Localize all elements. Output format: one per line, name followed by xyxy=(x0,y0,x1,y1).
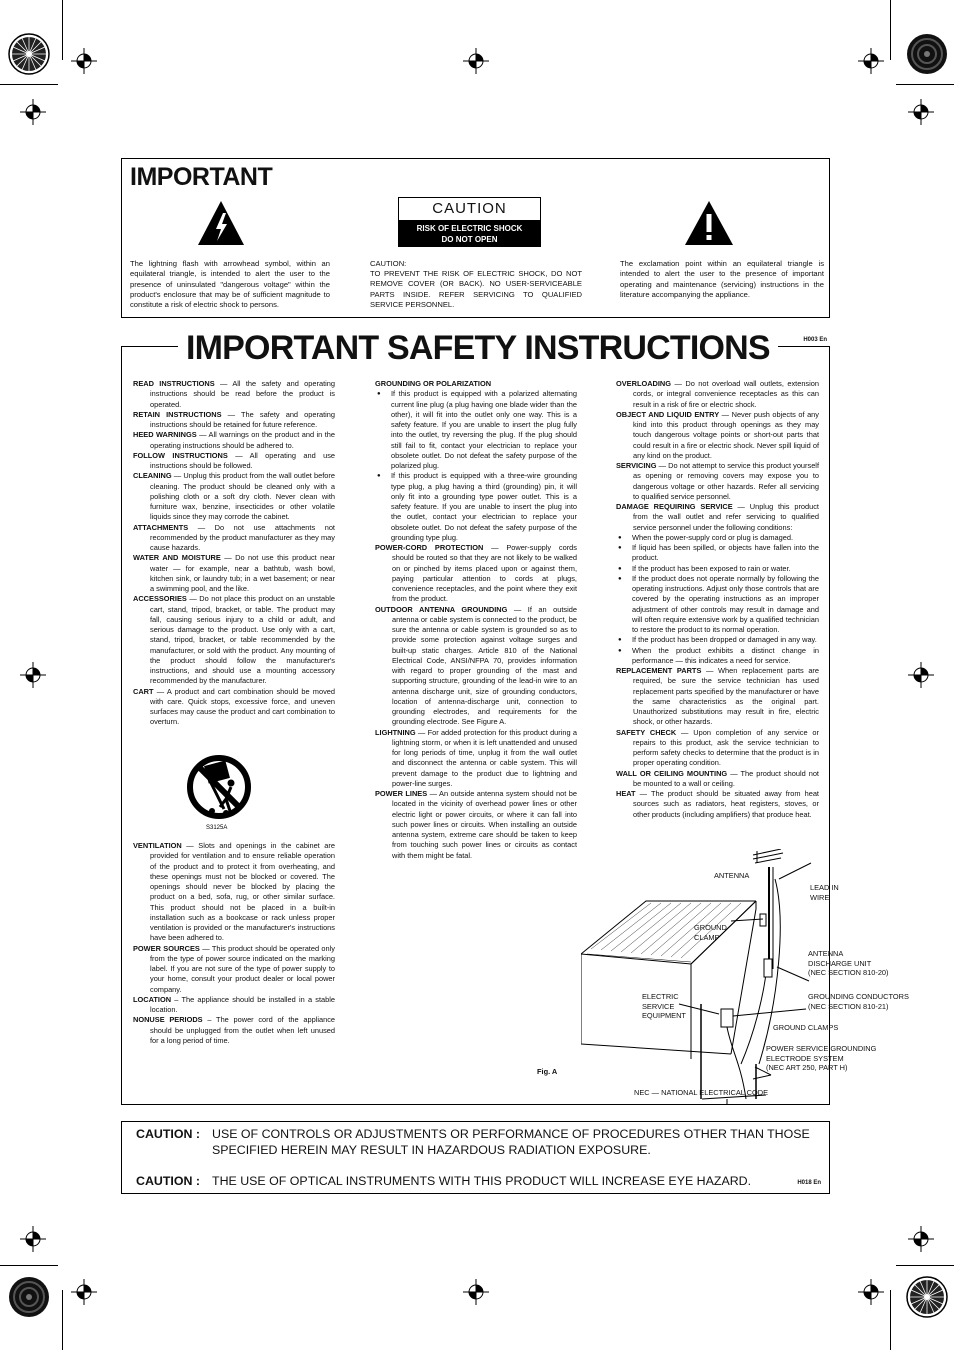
instruction-text: — Do not overload wall outlets, extension cords, or integral convenience receptacles as this can result in a risk of fire or electric shock. xyxy=(633,379,819,409)
instruction-text: — For added protection for this product during a lightning storm, or when it is left unattended and unused for long periods of time, unplug it from the wall outlet and disconnect the antenna or cable system. This will prevent damage to the product due to lightning and power-line surges. xyxy=(392,727,577,788)
instruction-heading: WATER AND MOISTURE xyxy=(133,553,221,563)
instruction-item xyxy=(375,605,577,728)
crop-line xyxy=(890,0,891,60)
instruction-text: — Do not use attachments not recommended by the product manufacturer as they may cause hazards. xyxy=(150,522,335,552)
column-3-items-a xyxy=(616,379,819,533)
registration-starburst xyxy=(906,33,948,75)
instruction-text: — A product and cart combination should be moved with care. Quick stops, excessive force, and uneven surfaces may cause the product and cart combination to overturn. xyxy=(150,686,335,727)
instruction-text: — The safety and operating instructions should be retained for future reference. xyxy=(150,409,335,429)
instruction-item xyxy=(375,543,577,605)
instruction-item xyxy=(375,789,577,861)
instruction-text: — The product should be situated away from heat sources such as radiators, heat registers, stoves, or other products (including amplifiers) that produce heat. xyxy=(633,789,819,819)
instruction-text: — All warnings on the product and in the operating instructions should be adhered to. xyxy=(150,430,335,450)
instruction-heading: VENTILATION xyxy=(133,841,182,850)
caution-label-2: CAUTION : xyxy=(136,1174,201,1188)
instruction-text: — Unplug this product from the wall outlet before cleaning. The product should be cleaned only with a polishing cloth or a soft dry cloth. Never clean with furniture wax, benzine, insecticides or other volatile liquids since they may corrode the cabinet. xyxy=(150,471,335,522)
instruction-text: — When replacement parts are required, be sure the service technician has used replacement parts specified by the manufacturer or have the same characteristics as the original part. Unauthorized substitutions may result in fire, electric shock, or other hazards. xyxy=(633,666,820,727)
crop-line xyxy=(896,1265,954,1266)
instruction-text: – The appliance should be installed in a stable location. xyxy=(150,994,335,1014)
instruction-item xyxy=(133,451,335,472)
cart-icon-code: S3125A xyxy=(206,825,228,831)
important-box xyxy=(121,158,830,318)
crosshair-mark xyxy=(858,1279,884,1305)
instruction-item xyxy=(133,471,335,522)
instruction-item xyxy=(133,379,335,410)
lightning-warning-text: The lightning flash with arrowhead symbol, within an equilateral triangle, is intended to alert the user to the presence of uninsulated "dangerous voltage" within the product's enclosure that may be of sufficient magnitude to constitute a risk of electric shock to persons. xyxy=(130,259,330,310)
instruction-heading: FOLLOW INSTRUCTIONS xyxy=(133,450,228,460)
label-grounding-conductors: GROUNDING CONDUCTORS (NEC SECTION 810-21) xyxy=(808,992,909,1011)
caution-badge-line1: RISK OF ELECTRIC SHOCK xyxy=(416,224,523,233)
crosshair-mark xyxy=(71,1279,97,1305)
exclamation-warning-text: The exclamation point within an equilateral triangle is intended to alert the user to the presence of important operating and maintenance (servicing) instructions in the literature accompanying the appliance. xyxy=(620,259,824,299)
caution-label-1: CAUTION : xyxy=(136,1127,201,1141)
crosshair-mark xyxy=(908,99,934,125)
instruction-text: — Upon completion of any service or repairs to this product, ask the service technician to perform safety checks to determine that the product is in proper operating condition. xyxy=(633,727,819,768)
instruction-heading: SAFETY CHECK xyxy=(616,727,677,737)
instruction-item xyxy=(133,1015,335,1046)
instruction-heading: REPLACEMENT PARTS xyxy=(616,666,702,675)
caution-badge-warning xyxy=(399,221,540,247)
column-2-items xyxy=(375,543,577,861)
label-electric-service: ELECTRIC SERVICE EQUIPMENT xyxy=(642,992,686,1020)
bullet-item: ● If the product does not operate normally by following the operating instructions. Adjust only those controls that are covered by the operating instructions as an improper adjustment of other controls may result in damage and will often require extensive work by a qualified technician to restore the product to its normal operation. xyxy=(616,574,819,636)
instruction-item xyxy=(133,944,335,995)
instruction-item xyxy=(133,553,335,594)
caution-heading: CAUTION: xyxy=(370,259,407,268)
caution-badge-line2: DO NOT OPEN xyxy=(441,235,498,244)
safety-title-wrap xyxy=(178,329,778,368)
instruction-heading: POWER-CORD PROTECTION xyxy=(375,543,484,552)
instruction-item xyxy=(616,728,819,769)
crop-line xyxy=(62,1290,63,1350)
label-power-service: POWER SERVICE GROUNDING ELECTRODE SYSTEM (NEC ART 250, PART H) xyxy=(766,1044,877,1072)
instruction-text: – The power cord of the appliance should be unplugged from the outlet when left unused for a long period of time. xyxy=(150,1015,335,1045)
instruction-item xyxy=(616,410,819,461)
instruction-text: — This product should be operated only from the type of power source indicated on the marking label. If you are not sure of the type of power supply to your home, consult your product dealer or local power company. xyxy=(150,943,335,994)
instruction-heading: LIGHTNING xyxy=(375,727,416,737)
instruction-heading: POWER SOURCES xyxy=(133,943,200,953)
label-lead-in: LEAD IN WIRE xyxy=(810,883,839,902)
bullet-item: ● If this product is equipped with a three-wire grounding type plug, a plug having a third (grounding) pin, it will only fit into a grounding type power outlet. This is a safety feature. If you are unable to insert the plug into the outlet, contact your electrician to replace your obsolete outlet. Do not defeat the safety purpose of the grounding type plug. xyxy=(375,471,577,543)
column-2 xyxy=(375,379,577,861)
column-3 xyxy=(616,379,819,820)
crop-line xyxy=(0,1265,58,1266)
instruction-item xyxy=(375,728,577,790)
caution-text: TO PREVENT THE RISK OF ELECTRIC SHOCK, DO NOT REMOVE COVER (OR BACK). NO USER-SERVICEABLE PARTS INSIDE. REFER SERVICING TO QUALIFIED SERVICE PERSONNEL. xyxy=(370,269,582,309)
bullet-item: ● If this product is equipped with a polarized alternating current line plug (a plug having one blade wider than the other), it will fit into the outlet only one way. This is a safety feature. If you are unable to insert the plug fully into the outlet, try reversing the plug. If the plug should still fail to fit, contact your electrician to replace your obsolete outlet. Do not defeat the safety purpose of the polarized plug. xyxy=(375,389,577,471)
instruction-item xyxy=(133,430,335,451)
instruction-heading: NONUSE PERIODS xyxy=(133,1015,203,1025)
safety-title: IMPORTANT SAFETY INSTRUCTIONS xyxy=(186,329,770,367)
caution-badge xyxy=(398,197,541,247)
crop-line xyxy=(896,84,954,85)
caution-text-1: USE OF CONTROLS OR ADJUSTMENTS OR PERFORMANCE OF PROCEDURES OTHER THAN THOSE SPECIFIED HEREIN MAY RESULT IN HAZARDOUS RADIATION EXPOSURE. xyxy=(212,1127,810,1157)
instruction-text: — All operating and use instructions should be followed. xyxy=(150,450,335,470)
instruction-text: — If an outside antenna or cable system is connected to the product, be sure the antenna or cable system is grounded so as to provide some protection against voltage surges and built-up static charges. Article 810 of the National Electrical Code, ANSI/NFPA 70, provides information with regard to proper grounding of the mast and supporting structure, grounding of the lead-in wire to an antenna discharge unit, size of grounding conductors, location of antenna-discharge unit, connection to grounding electrodes, and requirements for the grounding electrode. See Figure A. xyxy=(392,604,577,727)
instruction-item xyxy=(133,523,335,554)
instruction-heading: WALL OR CEILING MOUNTING xyxy=(616,768,728,778)
instruction-heading: OBJECT AND LIQUID ENTRY xyxy=(616,409,720,419)
instruction-text: — Never push objects of any kind into this product through openings as they may touch dangerous voltage points or short-out parts that could result in a fire or electric shock. Never spill liquid of any kind on the product. xyxy=(633,409,819,460)
registration-starburst xyxy=(8,33,50,75)
grounding-heading: GROUNDING OR POLARIZATION xyxy=(375,379,492,388)
label-ground-clamps: GROUND CLAMPS xyxy=(773,1023,839,1032)
bullet-item: ● When the product exhibits a distinct change in performance — this indicates a need for service. xyxy=(616,646,819,667)
instruction-text: — Power-supply cords should be routed so that they are not likely to be walked on or pinched by items placed upon or against them, paying particular attention to cords at plugs, convenience receptacles, and the point where they exit from the product. xyxy=(392,543,577,604)
cart-warning-icon xyxy=(186,749,252,833)
nec-legend: NEC — NATIONAL ELECTRICAL CODE xyxy=(634,1088,769,1097)
crosshair-mark xyxy=(20,1226,46,1252)
instruction-item xyxy=(133,687,335,728)
instruction-heading: CLEANING xyxy=(133,471,172,481)
instruction-item xyxy=(616,502,819,533)
label-ground-clamp: GROUND CLAMP xyxy=(694,923,727,942)
instruction-text: — Slots and openings in the cabinet are provided for ventilation and to ensure reliable operation of the product and to protect it from overheating, and these openings must not be blocked or covered. The openings should never be blocked by placing the product on a bed, sofa, rug, or other similar surface. This product should not be placed in a built-in installation such as a bookcase or rack unless proper ventilation is provided or the manufacturer's instructions have been adhered to. xyxy=(150,841,335,943)
instruction-item xyxy=(616,461,819,502)
caution-text-2: THE USE OF OPTICAL INSTRUMENTS WITH THIS PRODUCT WILL INCREASE EYE HAZARD. xyxy=(212,1174,752,1188)
instruction-item xyxy=(133,841,335,944)
instruction-text: — Do not use this product near water — for example, near a bathtub, wash bowl, kitchen sink, or laundry tub; in a wet basement; or near a swimming pool, and the like. xyxy=(150,553,335,593)
instruction-text: — All the safety and operating instructions should be read before the product is operated. xyxy=(150,379,335,409)
instruction-item xyxy=(616,666,819,728)
crosshair-mark xyxy=(71,48,97,74)
crosshair-mark xyxy=(858,48,884,74)
label-discharge-unit: ANTENNA DISCHARGE UNIT (NEC SECTION 810-20) xyxy=(808,949,889,977)
crosshair-mark xyxy=(20,662,46,688)
instruction-heading: DAMAGE REQUIRING SERVICE xyxy=(616,502,733,511)
instruction-item xyxy=(616,769,819,790)
crop-line xyxy=(62,0,63,60)
crosshair-mark xyxy=(463,48,489,74)
important-title: IMPORTANT xyxy=(130,163,273,191)
lightning-warning-icon xyxy=(196,199,246,247)
bullet-item: ● If liquid has been spilled, or objects have fallen into the product. xyxy=(616,543,819,564)
instruction-heading: SERVICING xyxy=(616,461,657,470)
instruction-heading: ATTACHMENTS xyxy=(133,522,189,532)
instruction-heading: OUTDOOR ANTENNA GROUNDING xyxy=(375,604,508,614)
instruction-text: — Unplug this product from the wall outlet and refer servicing to qualified service personnel under the following conditions: xyxy=(633,502,819,532)
crosshair-mark xyxy=(463,1279,489,1305)
instruction-heading: READ INSTRUCTIONS xyxy=(133,379,215,388)
registration-starburst xyxy=(8,1276,50,1318)
instruction-heading: OVERLOADING xyxy=(616,379,672,388)
safety-instructions-box xyxy=(121,329,909,1105)
bullet-item: ● When the power-supply cord or plug is damaged. xyxy=(616,533,819,543)
crosshair-mark xyxy=(908,662,934,688)
instruction-item xyxy=(133,995,335,1016)
antenna-grounding-figure xyxy=(581,849,911,1104)
instruction-heading: LOCATION xyxy=(133,994,172,1004)
column-1-lower xyxy=(133,841,335,1046)
damage-bullets xyxy=(616,533,819,666)
instruction-item xyxy=(616,789,819,820)
instruction-heading: HEAT xyxy=(616,789,636,798)
registration-starburst xyxy=(906,1276,948,1318)
instruction-item xyxy=(133,410,335,431)
crop-line xyxy=(0,84,58,85)
instruction-text: — The product should not be mounted to a wall or ceiling. xyxy=(633,768,819,788)
instruction-text: — An outside antenna system should not be located in the vicinity of overhead power lines or other electric light or power circuits, or where it can fall into such power lines or circuits. When installing an outside antenna system, extreme care should be taken to keep from touching such power lines or circuits as contact with them might be fatal. xyxy=(392,789,577,860)
bullet-item: ● If the product has been dropped or damaged in any way. xyxy=(616,635,819,645)
grounding-bullets xyxy=(375,389,577,543)
instruction-text: — Do not place this product on an unstable cart, stand, tripod, bracket, or table. The product may fall, causing serious injury to a child or adult, and serious damage to the product. Use only with a cart, stand, tripod, bracket, or table recommended by the manufacturer, or sold with the product. Any mounting of the product should follow the manufacturer's instructions, and should use a mounting accessory recommended by the manufacturer. xyxy=(150,594,335,686)
crosshair-mark xyxy=(20,99,46,125)
column-3-items-b xyxy=(616,666,819,820)
caution-footer-code: H018 En xyxy=(797,1180,821,1186)
instruction-text: — Do not attempt to service this product yourself as opening or removing covers may expose you to dangerous voltage or other hazards. Refer all servicing to qualified service personnel. xyxy=(633,461,819,501)
crop-line xyxy=(890,1290,891,1350)
column-1 xyxy=(133,379,335,728)
crosshair-mark xyxy=(908,1226,934,1252)
instruction-heading: HEED WARNINGS xyxy=(133,430,197,440)
bullet-item: ● If the product has been exposed to rain or water. xyxy=(616,564,819,574)
label-antenna: ANTENNA xyxy=(714,871,750,880)
instruction-heading: ACCESSORIES xyxy=(133,594,187,604)
instruction-heading: POWER LINES xyxy=(375,789,428,798)
figure-caption: Fig. A xyxy=(537,1067,558,1076)
caution-footer-box xyxy=(121,1121,830,1194)
instruction-heading: RETAIN INSTRUCTIONS xyxy=(133,409,222,419)
instruction-item xyxy=(133,594,335,686)
safety-code: H003 En xyxy=(800,337,827,343)
instruction-item xyxy=(616,379,819,410)
caution-badge-label: CAUTION xyxy=(399,198,540,221)
instruction-heading: CART xyxy=(133,686,154,696)
exclamation-warning-icon xyxy=(683,199,735,247)
